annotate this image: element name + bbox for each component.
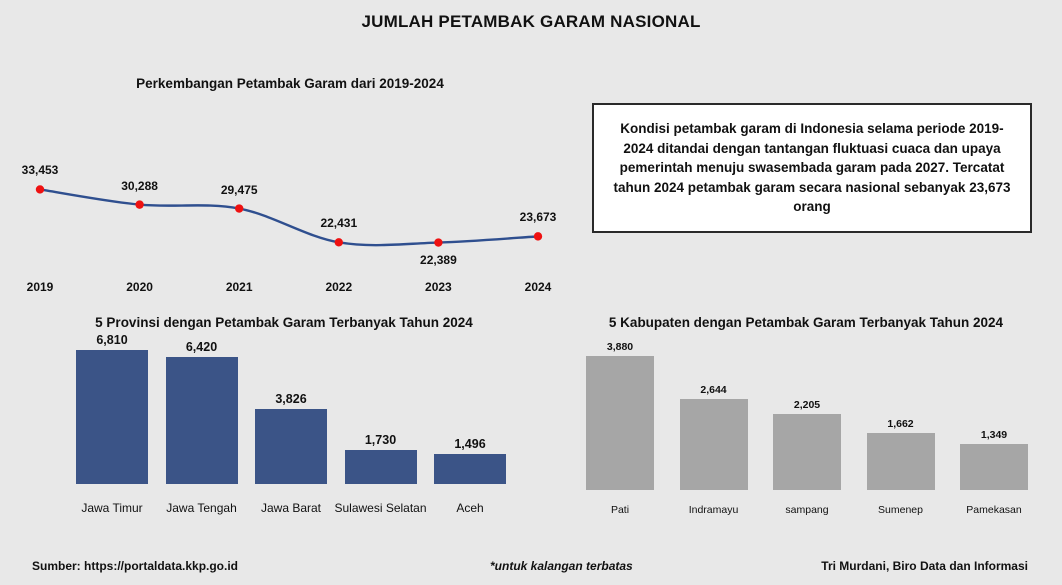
regency-bar-chart-title: 5 Kabupaten dengan Petambak Garam Terbanyak Tahun 2024 xyxy=(608,315,1004,330)
line-point-label: 23,673 xyxy=(519,210,557,225)
bar-column xyxy=(166,337,238,522)
line-chart-panel xyxy=(0,68,580,308)
bar-column xyxy=(334,337,427,522)
bar-category-label: Sumenep xyxy=(878,503,923,516)
line-data-point xyxy=(434,238,442,246)
bar-category-label: Pamekasan xyxy=(966,503,1022,516)
bar-rect xyxy=(166,357,238,484)
bar-column xyxy=(680,337,748,522)
bar-category-label: Sulawesi Selatan xyxy=(334,501,427,516)
line-chart-x-axis xyxy=(0,280,580,300)
page-title: JUMLAH PETAMBAK GARAM NASIONAL xyxy=(361,12,701,31)
line-chart-svg xyxy=(0,96,580,276)
line-point-label: 22,389 xyxy=(420,252,457,267)
bar-rect xyxy=(960,444,1028,490)
line-data-point xyxy=(135,200,143,208)
bar-value-label: 1,730 xyxy=(364,433,397,447)
source-text: Sumber: https://portaldata.kkp.go.id xyxy=(32,559,239,573)
bar-category-label: Pati xyxy=(610,503,630,516)
restricted-note: *untuk kalangan terbatas xyxy=(490,559,633,573)
line-series-path xyxy=(40,189,538,245)
bar-rect xyxy=(76,350,148,484)
province-bars-area xyxy=(14,333,554,522)
line-data-point xyxy=(534,232,542,240)
bar-value-label: 6,810 xyxy=(96,333,128,347)
line-x-tick-label: 2024 xyxy=(524,280,552,294)
bar-column xyxy=(434,337,506,522)
bar-category-label: sampang xyxy=(785,503,829,516)
bar-rect xyxy=(773,414,841,490)
bar-column xyxy=(586,337,654,522)
line-x-tick-label: 2020 xyxy=(126,280,153,294)
line-data-point xyxy=(335,238,343,246)
bar-category-label: Jawa Tengah xyxy=(166,501,237,516)
line-x-tick-label: 2021 xyxy=(225,280,253,294)
bar-rect xyxy=(345,450,417,484)
bar-rect xyxy=(680,399,748,490)
bar-rect xyxy=(586,356,654,490)
bar-category-label: Indramayu xyxy=(688,503,739,516)
line-chart-title: Perkembangan Petambak Garam dari 2019-2024 xyxy=(136,76,444,91)
bar-category-label: Aceh xyxy=(456,501,484,516)
bar-column xyxy=(255,337,327,522)
bar-value-label: 2,205 xyxy=(793,399,821,411)
bar-value-label: 2,644 xyxy=(700,384,727,396)
line-point-label: 22,431 xyxy=(320,216,358,231)
callout-box: Kondisi petambak garam di Indonesia selama periode 2019-2024 ditandai dengan tantangan fluktuasi cuaca dan upaya pemerintah menuju swasembada garam pada 2027. Tercatat tahun 2024 petambak garam secara nasional sebanyak 23,673 orang xyxy=(592,103,1032,233)
bar-value-label: 3,826 xyxy=(275,392,307,406)
bar-value-label: 3,880 xyxy=(606,341,634,353)
bar-value-label: 1,496 xyxy=(454,437,486,451)
province-bar-chart-title: 5 Provinsi dengan Petambak Garam Terbanyak Tahun 2024 xyxy=(95,315,473,330)
regency-bars-area xyxy=(556,337,1056,522)
bar-value-label: 1,662 xyxy=(887,418,914,430)
line-point-label: 29,475 xyxy=(220,182,258,197)
bar-rect xyxy=(434,454,506,484)
bar-column xyxy=(773,337,841,522)
bar-value-label: 1,349 xyxy=(980,429,1008,441)
line-x-tick-label: 2019 xyxy=(26,280,54,294)
line-x-tick-label: 2022 xyxy=(325,280,353,294)
bar-category-label: Jawa Barat xyxy=(260,501,322,516)
line-x-tick-label: 2023 xyxy=(425,280,452,294)
line-chart-plot xyxy=(0,96,580,276)
bar-column xyxy=(76,333,148,522)
line-point-label: 33,453 xyxy=(21,163,59,178)
bar-column xyxy=(867,337,935,522)
line-data-point xyxy=(235,204,243,212)
line-data-point xyxy=(36,185,44,193)
bar-column xyxy=(960,337,1028,522)
bar-rect xyxy=(867,433,935,490)
bar-value-label: 6,420 xyxy=(185,340,218,354)
line-point-label: 30,288 xyxy=(121,178,158,193)
author-text: Tri Murdani, Biro Data dan Informasi xyxy=(821,559,1028,573)
bar-category-label: Jawa Timur xyxy=(81,501,143,516)
bar-rect xyxy=(255,409,327,484)
